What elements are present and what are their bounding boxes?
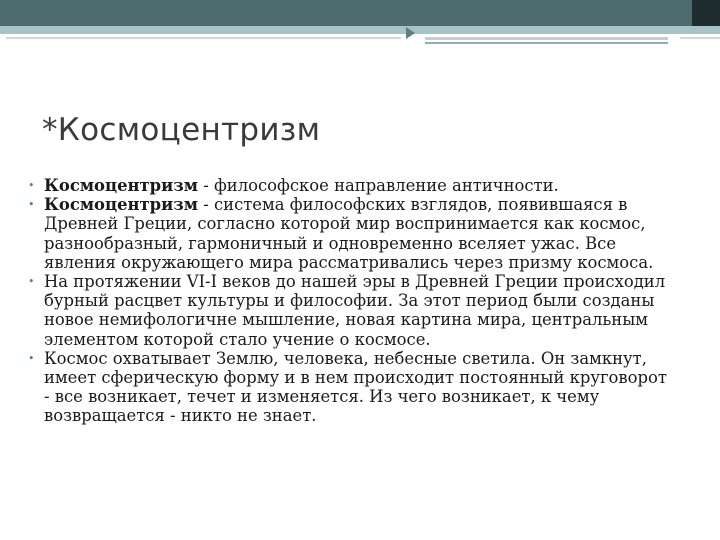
bullet-item-4: [28, 349, 676, 426]
header-rule-left: [6, 37, 401, 39]
bullet-text: - система философских взглядов, появившаяся в Древней Греции, согласно которой мир воспринимается как космос, разнообразный, гармоничный и одновременно вселяет ужас. Все явления окружающего мира рассматривались через призму космоса.: [44, 195, 654, 272]
bullet-term: Космоцентризм: [44, 195, 198, 215]
slide-title: *Космоцентризм: [42, 112, 321, 148]
bullet-item-3: [28, 272, 676, 349]
bullet-text: Космос охватывает Землю, человека, небесные светила. Он замкнут, имеет сферическую форму и в нем происходит постоянный круговорот - все возникает, течет и изменяется. Из чего возникает, к чему возвращается - никто не знает.: [44, 348, 667, 426]
bullet-dot-icon: •: [28, 179, 35, 192]
bullet-item-2: [28, 195, 676, 272]
triangle-right-icon: [406, 27, 415, 39]
bullet-item-1: [28, 176, 676, 195]
bullet-list: [28, 176, 676, 426]
bullet-dot-icon: •: [28, 275, 35, 289]
header-rule-right: [425, 37, 668, 40]
bullet-term: Космоцентризм: [44, 176, 198, 195]
header-rule-end: [680, 37, 720, 39]
bullet-text: - философское направление античности.: [198, 176, 559, 195]
header-band-corner: [692, 0, 720, 26]
bullet-text: На протяжении VI-I веков до нашей эры в Древней Греции происходил бурный расцвет культуры и философии. За этот период были созданы новое немифологичне мышление, новая картина мира, центральным элементом которой стало учение о космосе.: [44, 272, 666, 349]
bullet-dot-icon: •: [28, 198, 35, 212]
header-rule-accent: [425, 42, 668, 44]
slide-body: [28, 176, 676, 426]
bullet-dot-icon: •: [28, 351, 35, 365]
header-band-dark: [0, 0, 720, 26]
